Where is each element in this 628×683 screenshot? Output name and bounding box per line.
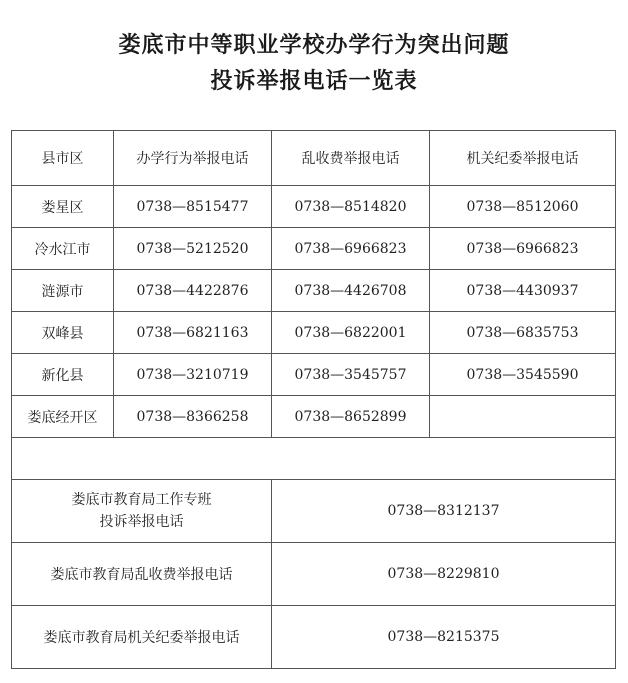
fees-phone-cell: 0738—8514820 [272, 186, 430, 228]
district-cell: 娄星区 [12, 186, 114, 228]
fees-phone-cell: 0738—8652899 [272, 396, 430, 438]
page-title-line1: 娄底市中等职业学校办学行为突出问题 [118, 32, 510, 58]
discipline-phone-cell: 0738—3545590 [430, 354, 616, 396]
header-discipline-phone: 机关纪委举报电话 [430, 131, 616, 186]
discipline-phone-cell: 0738—6966823 [430, 228, 616, 270]
table-row [12, 396, 616, 438]
footer-label-cell [12, 480, 272, 543]
district-cell: 双峰县 [12, 312, 114, 354]
hotline-table [11, 130, 616, 669]
footer-label-cell: 娄底市教育局机关纪委举报电话 [12, 606, 272, 669]
fees-phone-cell: 0738—3545757 [272, 354, 430, 396]
discipline-phone-cell [430, 396, 616, 438]
footer-label-line1: 娄底市教育局工作专班 [71, 492, 212, 508]
table-header-row [12, 131, 616, 186]
footer-row-task-force [12, 480, 616, 543]
conduct-phone-cell: 0738—4422876 [114, 270, 272, 312]
header-conduct-phone: 办学行为举报电话 [114, 131, 272, 186]
footer-phone-cell: 0738—8215375 [272, 606, 616, 669]
discipline-phone-cell: 0738—4430937 [430, 270, 616, 312]
discipline-phone-cell: 0738—8512060 [430, 186, 616, 228]
header-district: 县市区 [12, 131, 114, 186]
footer-row-fees [12, 543, 616, 606]
conduct-phone-cell: 0738—3210719 [114, 354, 272, 396]
footer-row-discipline [12, 606, 616, 669]
conduct-phone-cell: 0738—5212520 [114, 228, 272, 270]
fees-phone-cell: 0738—6822001 [272, 312, 430, 354]
district-cell: 涟源市 [12, 270, 114, 312]
footer-phone-cell: 0738—8312137 [272, 480, 616, 543]
district-cell: 冷水江市 [12, 228, 114, 270]
fees-phone-cell: 0738—6966823 [272, 228, 430, 270]
discipline-phone-cell: 0738—6835753 [430, 312, 616, 354]
footer-phone-cell: 0738—8229810 [272, 543, 616, 606]
district-cell: 娄底经开区 [12, 396, 114, 438]
table-row [12, 354, 616, 396]
table-row [12, 186, 616, 228]
spacer-cell [12, 438, 616, 480]
conduct-phone-cell: 0738—6821163 [114, 312, 272, 354]
table-row [12, 228, 616, 270]
footer-label-cell: 娄底市教育局乱收费举报电话 [12, 543, 272, 606]
footer-label-line2: 投诉举报电话 [99, 514, 184, 530]
table-row [12, 270, 616, 312]
spacer-row [12, 438, 616, 480]
conduct-phone-cell: 0738—8366258 [114, 396, 272, 438]
conduct-phone-cell: 0738—8515477 [114, 186, 272, 228]
district-cell: 新化县 [12, 354, 114, 396]
page-title-line2: 投诉举报电话一览表 [210, 68, 418, 94]
table-row [12, 312, 616, 354]
header-fees-phone: 乱收费举报电话 [272, 131, 430, 186]
fees-phone-cell: 0738—4426708 [272, 270, 430, 312]
